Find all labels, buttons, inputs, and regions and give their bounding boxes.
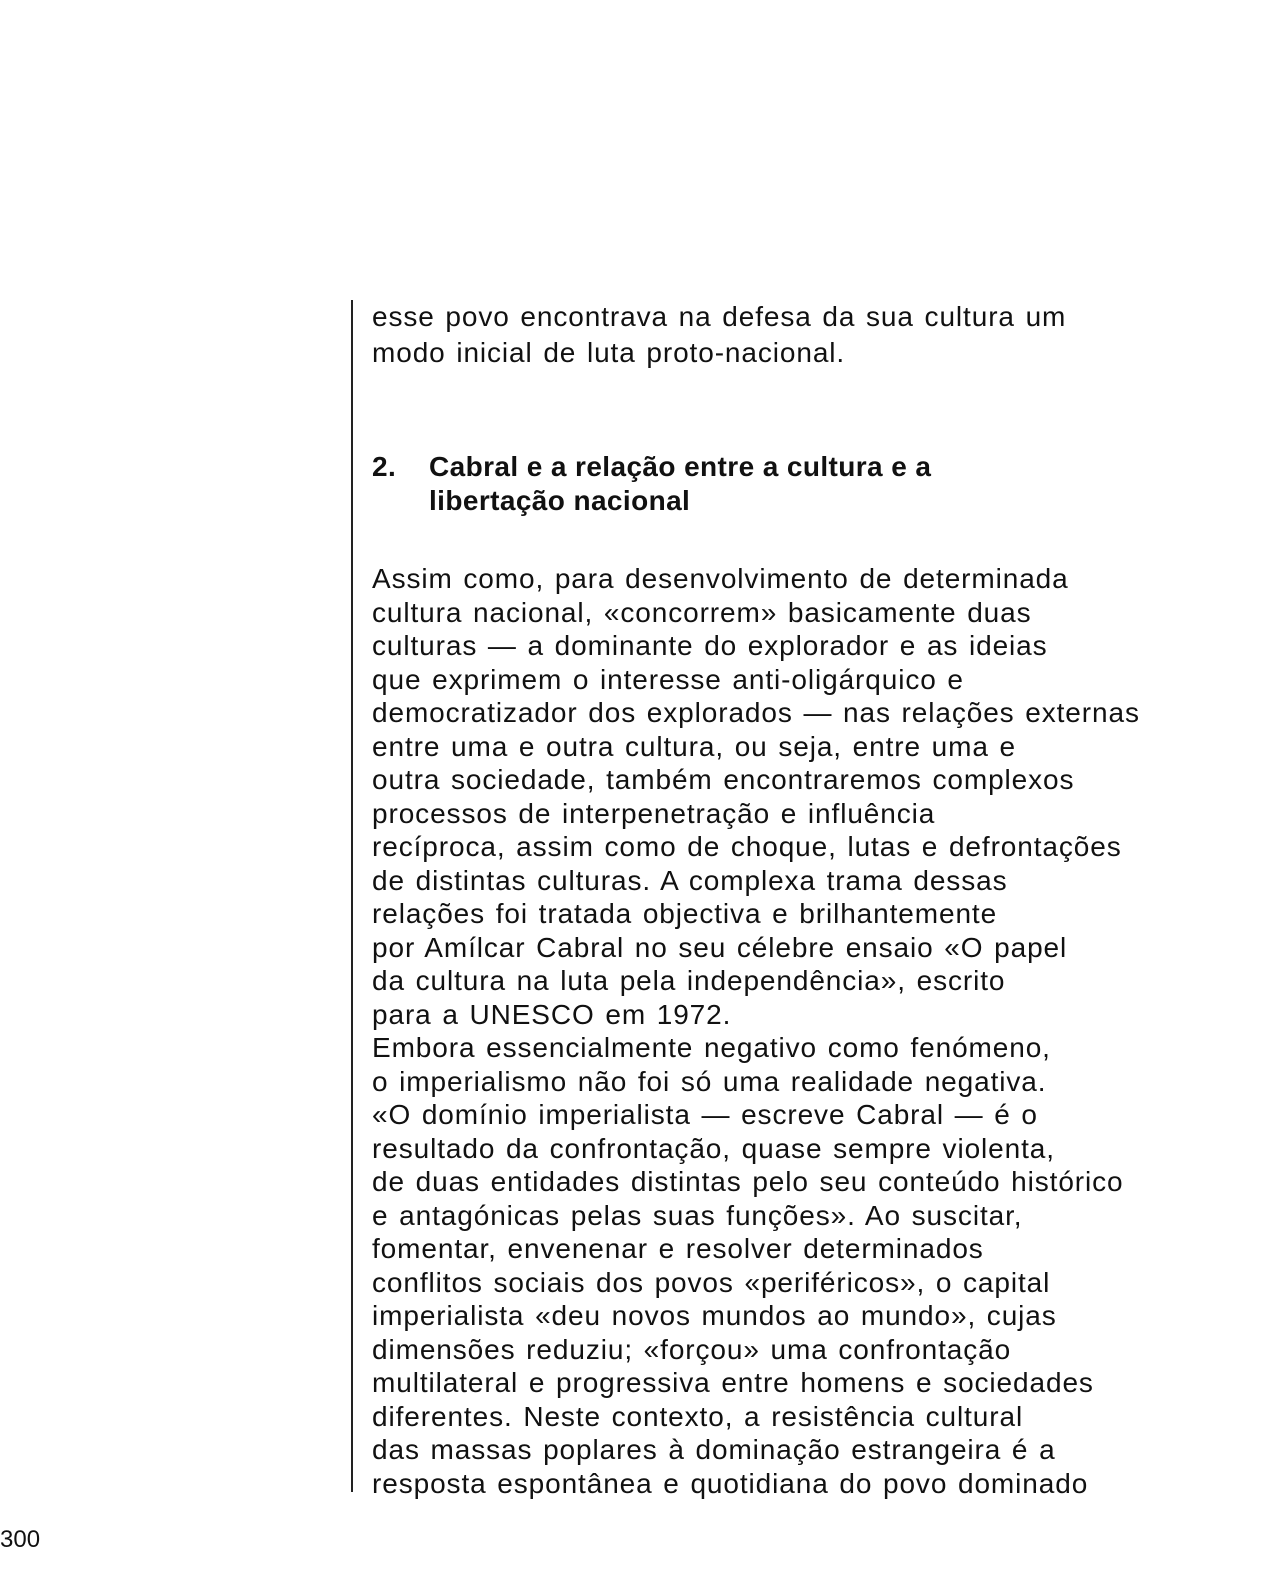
text-line: Embora essencialmente negativo como fenómeno, (372, 1032, 1051, 1063)
text-line: para a UNESCO em 1972. (372, 998, 732, 1030)
text-line: Assim como, para desenvolvimento de determinada (372, 563, 1069, 594)
text-line: «O domínio imperialista — escreve Cabral — é o (372, 1099, 1038, 1130)
text-line: fomentar, envenenar e resolver determinados (372, 1233, 984, 1264)
margin-rule (351, 300, 353, 1492)
section-title-line: Cabral e a relação entre a cultura e a (429, 451, 932, 482)
text-line: culturas — a dominante do explorador e as ideias (372, 630, 1048, 661)
text-line: de duas entidades distintas pelo seu conteúdo histórico (372, 1166, 1124, 1197)
text-line: resposta espontânea e quotidiana do povo dominado (372, 1467, 1089, 1499)
text-line: das massas poplares à dominação estrangeira é a (372, 1434, 1056, 1465)
section-number: 2. (372, 451, 397, 482)
text-line: por Amílcar Cabral no seu célebre ensaio «O papel (372, 931, 1068, 963)
text-line: esse povo encontrava na defesa da sua cultura um (372, 301, 1067, 332)
page-number: 300 (0, 1526, 41, 1553)
text-line: conflitos sociais dos povos «periféricos», o capital (372, 1266, 1051, 1298)
text-line: processos de interpenetração e influência (372, 797, 936, 829)
text-line: diferentes. Neste contexto, a resistência cultural (372, 1400, 1024, 1432)
text-line: e antagónicas pelas suas funções». Ao suscitar, (372, 1199, 1023, 1231)
text-line: que exprimem o interesse anti-oligárquico e (372, 663, 964, 695)
text-line: modo inicial de luta proto-nacional. (372, 337, 846, 368)
text-line: outra sociedade, também encontraremos complexos (372, 764, 1075, 795)
text-line: relações foi tratada objectiva e brilhantemente (372, 898, 998, 929)
text-line: multilateral e progressiva entre homens e sociedades (372, 1367, 1094, 1398)
text-line: dimensões reduziu; «forçou» uma confrontação (372, 1333, 1012, 1365)
text-line: entre uma e outra cultura, ou seja, entre uma e (372, 730, 1016, 762)
text-line: de distintas culturas. A complexa trama dessas (372, 864, 1008, 896)
text-line: imperialista «deu novos mundos ao mundo», cujas (372, 1300, 1057, 1331)
text-line: democratizador dos explorados — nas relações externas (372, 697, 1140, 728)
text-line: cultura nacional, «concorrem» basicamente duas (372, 596, 1032, 628)
section-title-line: libertação nacional (429, 485, 691, 516)
text-line: resultado da confrontação, quase sempre violenta, (372, 1132, 1055, 1164)
text-line: da cultura na luta pela independência», escrito (372, 965, 1006, 996)
text-line: recíproca, assim como de choque, lutas e defrontações (372, 831, 1122, 862)
text-line: o imperialismo não foi só uma realidade negativa. (372, 1065, 1047, 1097)
